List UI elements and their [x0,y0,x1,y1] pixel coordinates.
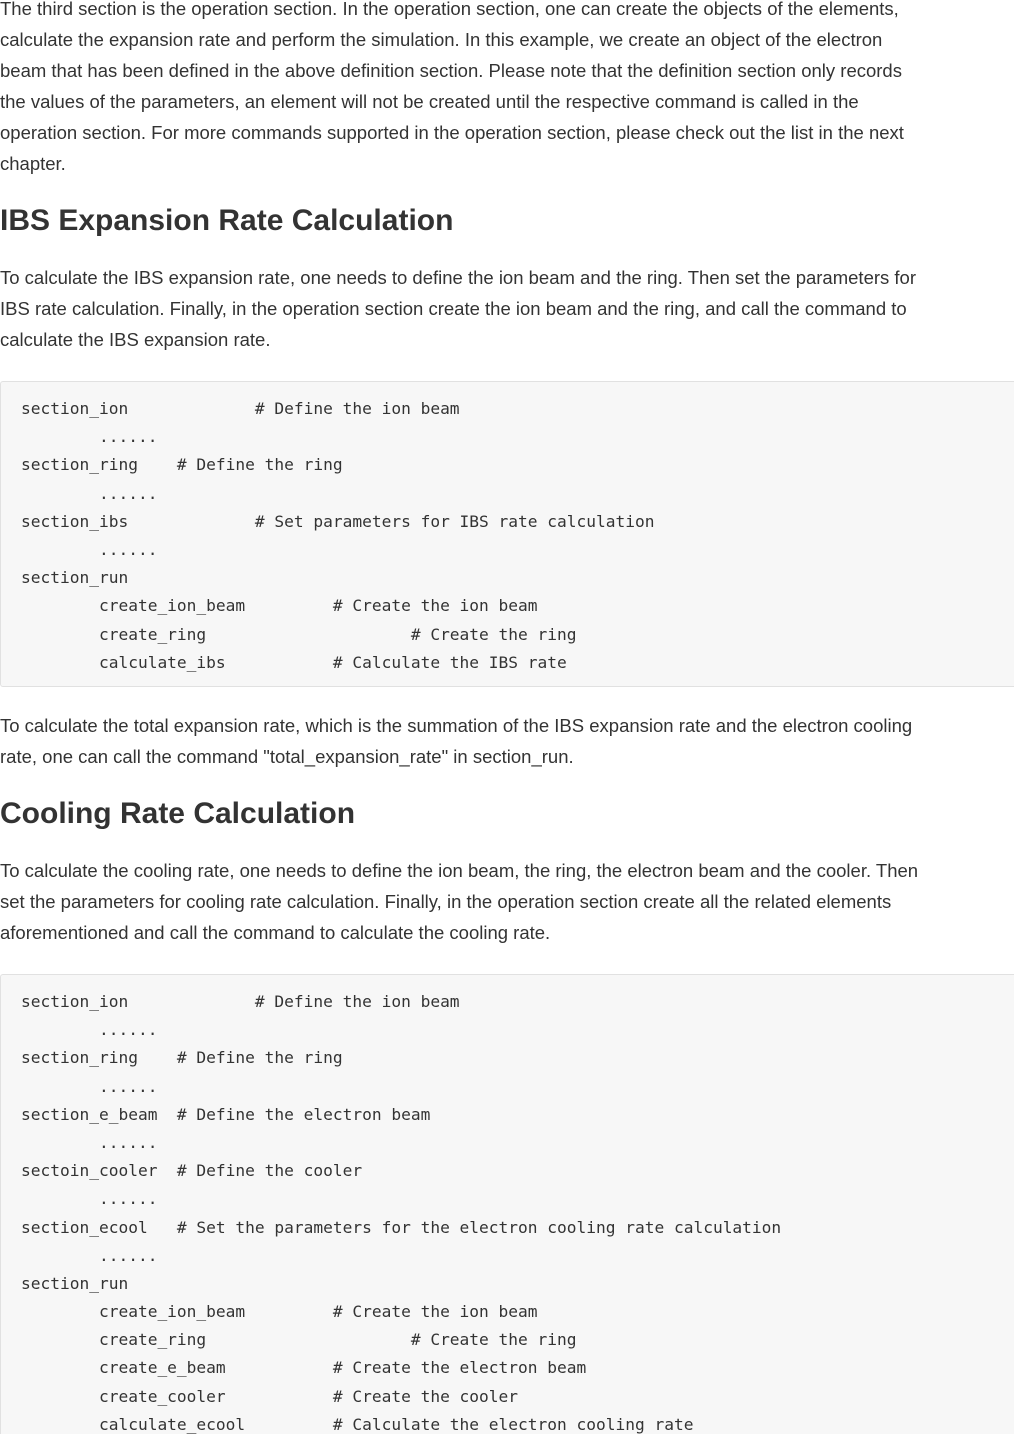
code-line: create_cooler # Create the cooler [21,1386,519,1406]
ibs-code [21,395,654,677]
cooling-heading: Cooling Rate Calculation [0,797,356,830]
code-line: ...... [21,1189,158,1209]
text-line: operation section. For more commands supported in the operation section, please check out the list in the next [0,122,904,143]
code-line: section_e_beam # Define the electron beam [21,1104,431,1124]
code-line: ...... [21,1132,158,1152]
code-line: create_ion_beam # Create the ion beam [21,1302,538,1322]
text-line: set the parameters for cooling rate calculation. Finally, in the operation section create all the related elements [0,891,892,912]
code-line: section_ion # Define the ion beam [21,399,460,418]
code-line: section_ibs # Set parameters for IBS rate calculation [21,511,655,531]
text-line: rate, one can call the command "total_expansion_rate" in section_run. [0,746,574,767]
code-line: section_ecool # Set the parameters for the electron cooling rate calculation [21,1217,782,1237]
code-line: ...... [21,427,158,447]
text-line: aforementioned and call the command to calculate the cooling rate. [0,922,551,943]
text-line: chapter. [0,153,66,174]
code-line: ...... [21,1020,158,1040]
code-line: create_ion_beam # Create the ion beam [21,596,538,616]
code-line: create_ring # Create the ring [21,1330,577,1350]
text-line: To calculate the cooling rate, one needs to define the ion beam, the ring, the electron beam and the cooler. Then [0,860,919,881]
code-line: section_ring # Define the ring [21,455,343,475]
text-line: calculate the IBS expansion rate. [0,329,271,350]
code-line: sectoin_cooler # Define the cooler [21,1161,363,1181]
ibs-heading: IBS Expansion Rate Calculation [0,204,454,237]
text-line: To calculate the total expansion rate, which is the summation of the IBS expansion rate and the electron cooling [0,715,913,736]
code-line: ...... [21,539,158,559]
text-line: beam that has been defined in the above definition section. Please note that the definition section only records [0,60,902,81]
total-expansion-paragraph [0,710,912,772]
code-line: ...... [21,1076,158,1096]
intro-paragraph [0,0,904,179]
code-line: create_e_beam # Create the electron beam [21,1358,587,1378]
code-line: section_ring # Define the ring [21,1048,343,1068]
cooling-paragraph [0,855,918,948]
code-line: section_ion # Define the ion beam [21,992,460,1011]
text-line: calculate the expansion rate and perform the simulation. In this example, we create an object of the electron [0,29,883,50]
code-line: create_ring # Create the ring [21,624,577,644]
text-line: the values of the parameters, an element will not be created until the respective command is called in the [0,91,859,112]
text-line: The third section is the operation section. In the operation section, one can create the objects of the elements, [0,0,899,19]
code-line: calculate_ecool # Calculate the electron cooling rate [21,1414,694,1434]
code-line: section_run [21,1273,129,1293]
text-line: To calculate the IBS expansion rate, one needs to define the ion beam and the ring. Then set the parameters for [0,267,916,288]
code-line: ...... [21,483,158,503]
ibs-code-block [0,381,1014,687]
cooling-code [21,988,781,1434]
cooling-code-block [0,974,1014,1434]
text-line: IBS rate calculation. Finally, in the operation section create the ion beam and the ring, and call the command to [0,298,907,319]
code-line: calculate_ibs # Calculate the IBS rate [21,652,567,672]
code-line: ...... [21,1245,158,1265]
ibs-paragraph [0,262,916,355]
code-line: section_run [21,568,129,588]
